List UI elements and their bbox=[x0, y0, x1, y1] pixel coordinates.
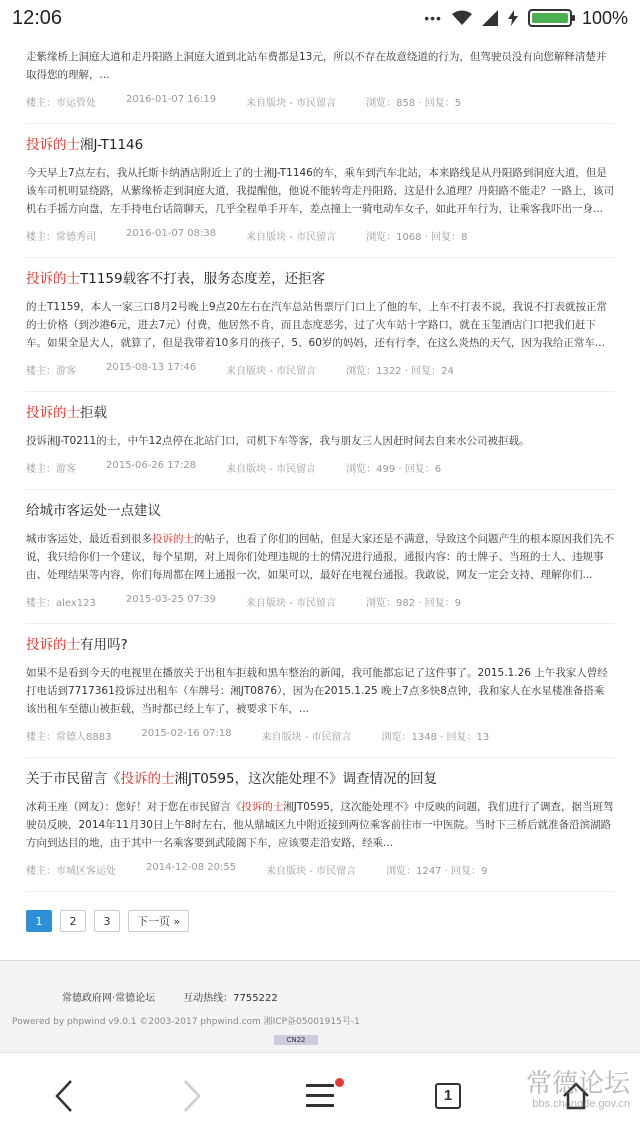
post-author[interactable]: 楼主：alex123 bbox=[26, 598, 96, 609]
post-excerpt-pre: 城市客运处，最近看到很多 bbox=[26, 533, 152, 545]
page-1-button[interactable]: 1 bbox=[26, 910, 52, 932]
post-excerpt bbox=[26, 432, 614, 450]
post-stats: 浏览：499 · 回复：6 bbox=[346, 464, 442, 475]
post-meta bbox=[26, 460, 614, 475]
post-excerpt-pre: 如果不是看到今天的电视里在播放关于出租车拒载和黑车整治的新闻，我可能都忘记了这件事了。2015.1.26 上午我家人曾经打电话到7717361投诉过出租车（车牌号：湘JT0876），因为在2015.1.25 晚上7点多快8点钟，我和家人在水星楼准备搭乘该出租车至德山被拒载，当时都已经上车了，被要求下车，... bbox=[26, 667, 608, 715]
post-item[interactable] bbox=[26, 36, 614, 124]
post-excerpt-post: 湘JT0595，这次能处理不》中反映的问题，我们进行了调查，据当班驾驶员反映，2014年11月30日上午8时左右，他从鼎城区九中附近接到两位乘客前往市一中医院。当时下三桥后就准备沿滨湖路方向到达目的地，由于其中一名乘客要到武陵阁下车，应该要走沿安路，经乘... bbox=[26, 801, 614, 849]
post-item[interactable] bbox=[26, 758, 614, 892]
watermark-logo bbox=[526, 1070, 630, 1110]
watermark-title: 常德论坛 bbox=[525, 1069, 630, 1099]
post-excerpt bbox=[26, 298, 614, 352]
footer-powered: Powered by phpwind v9.0.1 ©2003-2017 phpwind.com 湘ICP备05001915号-1 bbox=[12, 1017, 360, 1027]
post-excerpt-pre: 的士T1159，本人一家三口8月2号晚上9点20左右在汽车总站售票厅门口上了他的车，上车不打表不说，我说不打表就按正常的士价格（到沙港6元，进去7元）付费，他居然不肯，而且态度恶劣，过了火车站十字路口，就在玉玺酒店门口把我们赶下车。如果全是大人，就算了，但是我带着10多月的孩子，5、60岁的妈妈，还有行李，在这么炎热的天气，因为我给正常车... bbox=[26, 301, 608, 349]
post-date: 2015-02-16 07:18 bbox=[141, 728, 232, 739]
post-title-post: 湘JT0595，这次能处理不》调查情况的回复 bbox=[174, 771, 438, 787]
post-date: 2015-03-25 07:39 bbox=[125, 594, 217, 605]
post-date: 2014-12-08 20:55 bbox=[146, 862, 237, 873]
post-title[interactable] bbox=[26, 270, 614, 288]
post-title-post: T1159载客不打表，服务态度差，还拒客 bbox=[80, 271, 326, 287]
post-meta bbox=[26, 362, 614, 377]
post-source[interactable]: 来自版块 - 市民留言 bbox=[261, 732, 352, 743]
cnzz-badge[interactable]: CN22 bbox=[274, 1035, 318, 1045]
post-date: 2016-01-07 16:19 bbox=[126, 94, 217, 105]
post-item[interactable] bbox=[26, 392, 614, 490]
status-icons bbox=[424, 8, 628, 29]
forward-button[interactable] bbox=[162, 1066, 222, 1126]
status-time: 12:06 bbox=[12, 6, 63, 29]
post-meta bbox=[26, 594, 614, 609]
menu-button[interactable] bbox=[290, 1066, 350, 1126]
post-title[interactable] bbox=[26, 136, 614, 154]
post-title-highlight: 投诉的士 bbox=[26, 271, 80, 287]
more-dots-icon: ••• bbox=[424, 10, 442, 26]
post-item[interactable] bbox=[26, 124, 614, 258]
post-item[interactable] bbox=[26, 624, 614, 758]
post-title-highlight: 投诉的士 bbox=[26, 405, 80, 421]
post-stats: 浏览：1348 · 回复：13 bbox=[381, 732, 490, 743]
post-stats: 浏览：1247 · 回复：9 bbox=[386, 866, 488, 877]
post-excerpt-highlight: 投诉的士 bbox=[152, 533, 194, 545]
battery-percent: 100% bbox=[581, 7, 628, 28]
post-stats: 浏览：982 · 回复：9 bbox=[365, 598, 461, 609]
tabs-button[interactable] bbox=[418, 1066, 478, 1126]
post-title-post: 拒载 bbox=[80, 405, 107, 421]
status-bar bbox=[0, 0, 640, 36]
post-meta bbox=[26, 862, 614, 877]
post-excerpt-pre: 冰莉王座（网友）：您好！对于您在市民留言《 bbox=[26, 801, 242, 813]
charging-icon bbox=[508, 10, 518, 26]
post-title[interactable] bbox=[26, 502, 614, 520]
back-button[interactable] bbox=[34, 1066, 94, 1126]
post-date: 2016-01-07 08:38 bbox=[126, 228, 217, 239]
post-excerpt bbox=[26, 164, 614, 218]
post-author[interactable]: 楼主：游客 bbox=[26, 366, 76, 377]
signal-icon bbox=[482, 10, 498, 26]
battery-level bbox=[532, 13, 568, 23]
post-author[interactable]: 楼主：常德秀司 bbox=[26, 232, 96, 243]
post-excerpt bbox=[26, 530, 614, 584]
post-excerpt bbox=[26, 48, 614, 84]
post-title-highlight: 投诉的士 bbox=[120, 771, 175, 787]
post-title-highlight: 投诉的士 bbox=[26, 637, 80, 653]
post-title[interactable] bbox=[26, 770, 614, 788]
post-source[interactable]: 来自版块 - 市民留言 bbox=[246, 232, 337, 243]
page-2-button[interactable]: 2 bbox=[60, 910, 86, 932]
post-source[interactable]: 来自版块 - 市民留言 bbox=[246, 598, 336, 609]
footer-site-link[interactable]: 常德政府网·常德论坛 bbox=[62, 993, 156, 1004]
post-stats: 浏览：858 · 回复：5 bbox=[366, 98, 462, 109]
menu-icon bbox=[306, 1084, 334, 1107]
battery-icon bbox=[528, 9, 572, 27]
tab-count: 1 bbox=[435, 1083, 461, 1109]
post-date: 2015-08-13 17:46 bbox=[106, 362, 197, 373]
post-excerpt-pre: 今天早上7点左右，我从托斯卡纳酒店附近上了的士湘J-T1146的车，乘车到汽车北站，本来路线是从丹阳路到洞庭大道，但是该车司机明显绕路，从紫缘桥走到洞庭大道，我提醒他，他说不能转弯走丹阳路，这是什么道理？丹阳路不能走？一路上，该司机右手摇方向盘，左手持电台话筒聊天，几乎全程单手开车，差点撞上一骑电动车女子，如此开车行为，让乘客我吓出一身... bbox=[26, 167, 614, 215]
post-date: 2015-06-26 17:28 bbox=[106, 460, 197, 471]
post-stats: 浏览：1322 · 回复：24 bbox=[346, 366, 454, 377]
post-author[interactable]: 楼主：市城区客运处 bbox=[26, 866, 116, 877]
notification-dot bbox=[335, 1078, 344, 1087]
post-title-post: 有用吗? bbox=[80, 637, 128, 653]
next-page-button[interactable]: 下一页 » bbox=[128, 910, 189, 932]
post-title-pre: 关于市民留言《 bbox=[26, 771, 121, 787]
post-title-pre: 给城市客运处一点建议 bbox=[26, 503, 161, 519]
post-source[interactable]: 来自版块 - 市民留言 bbox=[226, 464, 317, 475]
post-meta bbox=[26, 228, 614, 243]
pagination bbox=[26, 910, 614, 932]
page-3-button[interactable]: 3 bbox=[94, 910, 120, 932]
post-excerpt bbox=[26, 798, 614, 852]
post-list bbox=[0, 36, 640, 960]
wifi-icon bbox=[452, 10, 472, 26]
chevron-left-icon bbox=[54, 1079, 74, 1113]
post-excerpt-pre: 投诉湘J-T0211的士，中午12点停在北站门口，司机下车等客，我与朋友三人因赶时间去自来水公司被拒载。 bbox=[26, 435, 530, 447]
post-stats: 浏览：1068 · 回复：8 bbox=[366, 232, 468, 243]
footer bbox=[0, 960, 640, 1052]
post-excerpt-pre: 走紫缘桥上洞庭大道和走丹阳路上洞庭大道到北站车费都是13元，所以不存在故意绕道的行为，但驾驶员没有向您解释清楚并取得您的理解，... bbox=[26, 51, 607, 81]
post-source[interactable]: 来自版块 - 市民留言 bbox=[266, 866, 357, 877]
watermark-url: bbs.changde.gov.cn bbox=[532, 1098, 630, 1110]
post-excerpt-post: 的帖子，也看了你们的回帖，但是大家还是不满意，导致这个问题产生的根本原因我们先不说，我只给你们一个建议，每个星期，对上周你们处理违规的士的情况进行通报，通报内容：的士牌子、当班的士人、违规事由、处理结果等内容，你们每周都在网上通报一次，如果可以，最好在电视台通报。我敢说，网友一定会支持、理解你们... bbox=[26, 533, 614, 581]
post-author[interactable]: 楼主：常德人8883 bbox=[26, 732, 112, 743]
post-source[interactable]: 来自版块 - 市民留言 bbox=[226, 366, 317, 377]
footer-hotline: 互动热线：7755222 bbox=[183, 993, 278, 1004]
post-excerpt-highlight: 投诉的士 bbox=[241, 801, 284, 813]
post-item[interactable] bbox=[26, 490, 614, 624]
post-title[interactable] bbox=[26, 636, 614, 654]
post-title[interactable] bbox=[26, 404, 614, 422]
post-author[interactable]: 楼主：游客 bbox=[26, 464, 76, 475]
post-title-highlight: 投诉的士 bbox=[26, 137, 80, 153]
post-source[interactable]: 来自版块 - 市民留言 bbox=[246, 98, 337, 109]
post-title-post: 湘J-T1146 bbox=[80, 137, 144, 153]
post-author[interactable]: 楼主：市运管处 bbox=[26, 98, 96, 109]
post-item[interactable] bbox=[26, 258, 614, 392]
post-meta bbox=[26, 94, 614, 109]
chevron-right-icon bbox=[182, 1079, 202, 1113]
post-excerpt bbox=[26, 664, 614, 718]
post-meta bbox=[26, 728, 614, 743]
